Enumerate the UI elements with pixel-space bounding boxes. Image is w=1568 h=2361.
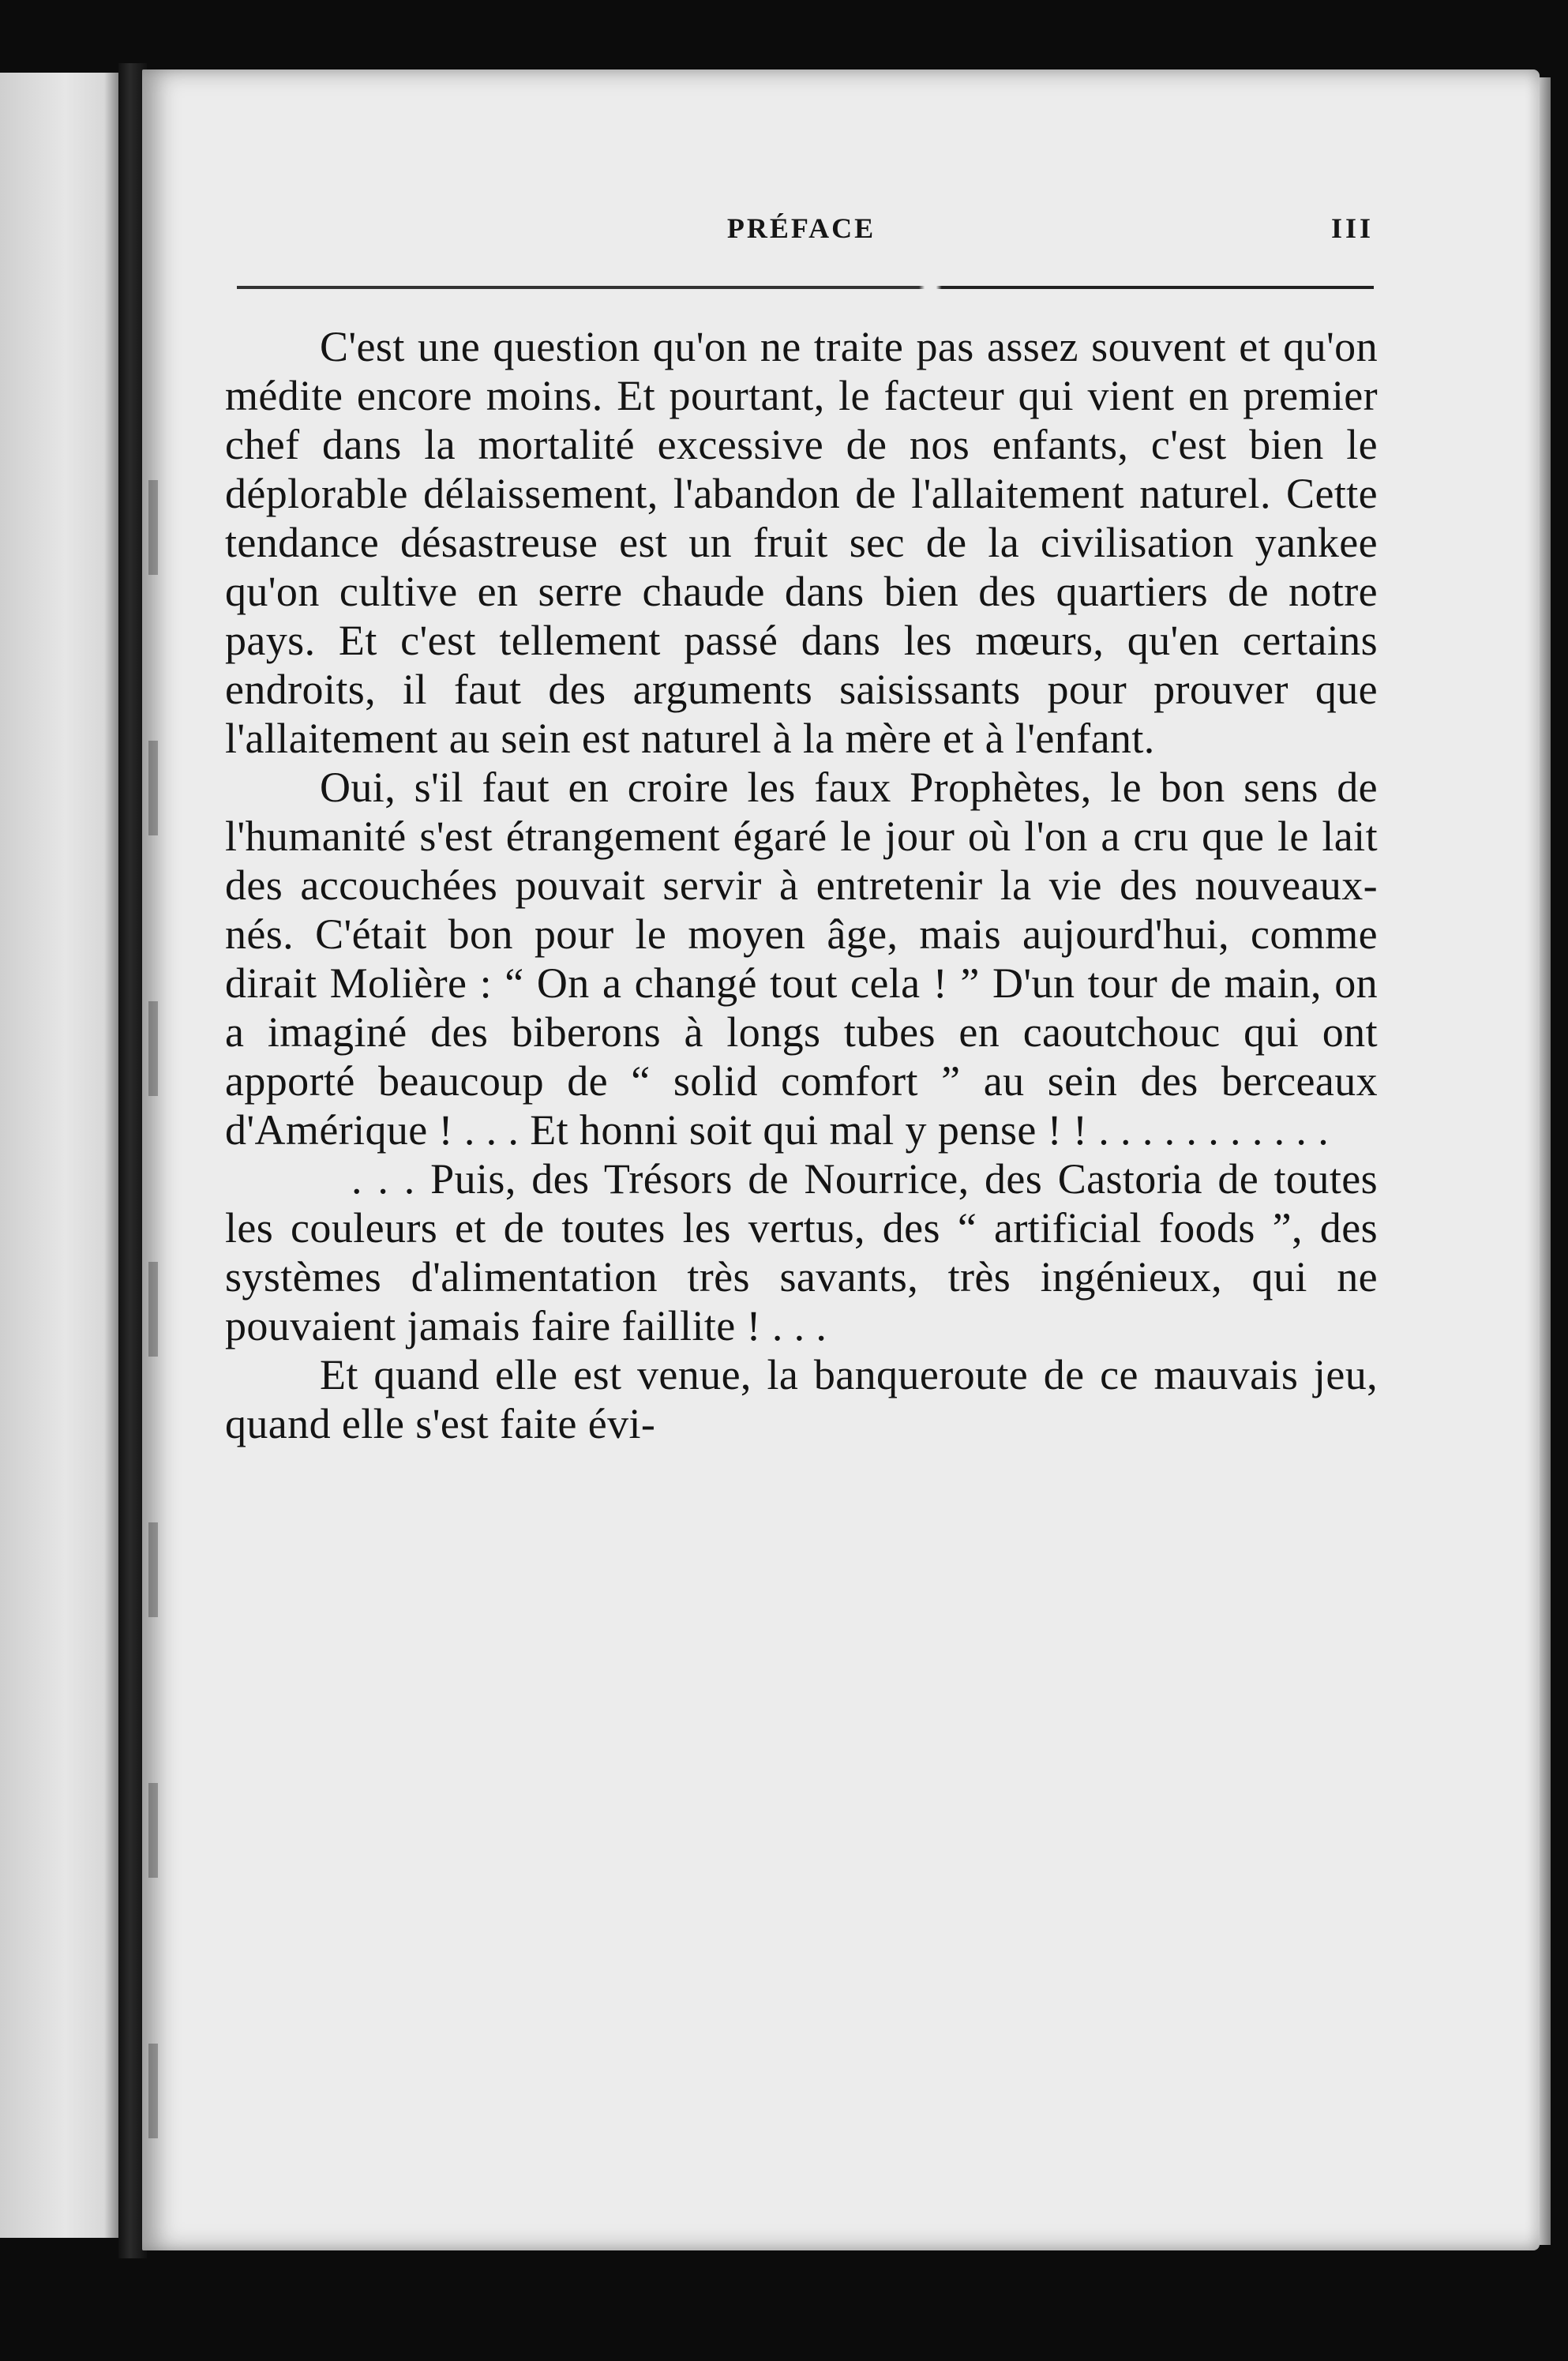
preface-body [225, 322, 1378, 1448]
facing-page-edge [0, 73, 126, 2238]
page-edge-shadow [1540, 77, 1551, 2245]
paragraph: . . . Puis, des Trésors de Nourrice, des Castoria de toutes les couleurs et de toutes les vertus, des “ artificial foods ”, des systèmes d'alimentation très savants, très ingénieux, qui ne pouvaient jamais faire faillite ! . . . [225, 1155, 1378, 1349]
page-header [229, 212, 1374, 275]
paragraph: C'est une question qu'on ne traite pas assez souvent et qu'on médite encore moins. Et pourtant, le facteur qui vient en premier chef dans la mortalité excessive de nos enfants, c'est bien le déplorable délaissement, l'abandon de l'allaitement naturel. Cette tendance désastreuse est un fruit sec de la civilisation yankee qu'on cultive en serre chaude dans bien des quartiers de notre pays. Et c'est tellement passé dans les mœurs, qu'en certains endroits, il faut des arguments saisissants pour prouver que l'allaitement au sein est naturel à la mère et à l'enfant. [225, 323, 1378, 762]
header-rule [237, 286, 1374, 289]
paragraph: Oui, s'il faut en croire les faux Prophètes, le bon sens de l'humanité s'est étrangement égaré le jour où l'on a cru que le lait des accouchées pouvait servir à entretenir la vie des nouveaux-nés. C'était bon pour le moyen âge, mais aujourd'hui, comme dirait Molière : “ On a changé tout cela ! ” D'un tour de main, on a imaginé des biberons à longs tubes en caoutchouc qui ont apporté beaucoup de “ solid comfort ” au sein des berceaux d'Amérique ! . . . Et honni soit qui mal y pense ! ! . . . . . . . . . . . [225, 764, 1378, 1154]
paragraph: Et quand elle est venue, la banqueroute de ce mauvais jeu, quand elle s'est faite évi- [225, 1351, 1378, 1447]
running-head: PRÉFACE [726, 212, 876, 244]
page-number: III [1330, 212, 1374, 244]
binding-shadow [148, 480, 158, 2217]
